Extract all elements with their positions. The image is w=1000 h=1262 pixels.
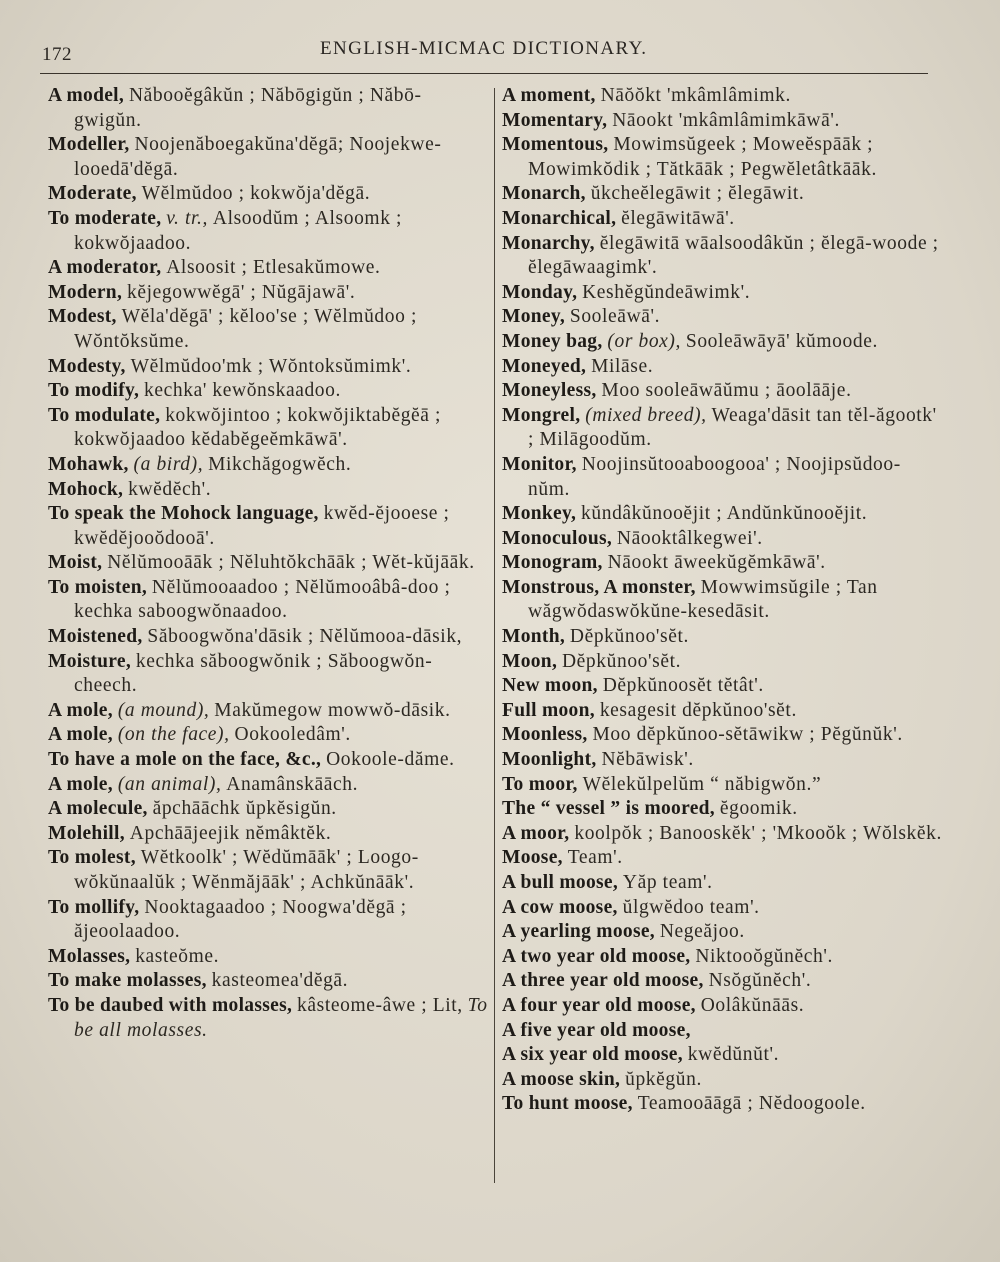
entry-definition: Wĕla'dĕgā' ; kĕloo'se ; Wĕlmŭdoo ; Wŏntŏksŭme. xyxy=(74,306,417,352)
entry-definition: Apchāājeejik nĕmâktĕk. xyxy=(129,822,332,844)
entry-definition: Noojenăboegakŭna'dĕgā; Noojekwe-looedā'dĕgā. xyxy=(74,134,442,180)
entry-definition: Anamânskāāch. xyxy=(226,773,359,795)
entry-definition: kwĕdŭnŭt'. xyxy=(687,1044,780,1066)
entry-headword: To modulate, xyxy=(48,404,161,426)
entry-definition: Alsoosit ; Etlesakŭmowe. xyxy=(166,257,381,279)
entry-headword: Moist, xyxy=(48,552,103,574)
dictionary-entry xyxy=(48,281,488,306)
entry-definition: Nsŏgŭnĕch'. xyxy=(708,970,812,992)
dictionary-entry xyxy=(48,699,488,724)
entry-usage-note: (a bird), xyxy=(133,453,204,475)
entry-definition: Wĕlekŭlpelŭm “ năbigwŏn.” xyxy=(582,773,822,795)
dictionary-entry xyxy=(48,256,488,281)
right-column xyxy=(502,84,942,1117)
dictionary-entry xyxy=(502,330,942,355)
entry-definition: Nĕbāwisk'. xyxy=(601,749,694,771)
entry-headword: Modesty, xyxy=(48,355,126,377)
entry-definition: Weaga'dāsit tan tĕl-ăgootk' ; Milāgoodŭm. xyxy=(528,404,937,451)
entry-definition: kwĕdĕch'. xyxy=(128,478,212,500)
entry-headword: To have a mole on the face, &c., xyxy=(48,749,322,771)
entry-headword: Monogram, xyxy=(502,552,603,574)
entry-definition: Nooktagaadoo ; Noogwa'dĕgā ; ăjeoolaadoo. xyxy=(74,896,407,943)
entry-definition: Teamooāāgā ; Nĕdoogoole. xyxy=(637,1093,866,1115)
entry-definition: ĕgoomik. xyxy=(719,798,798,820)
dictionary-entry xyxy=(48,822,488,847)
dictionary-entry xyxy=(48,551,488,576)
entry-definition: Wĕtkoolk' ; Wĕdŭmāāk' ; Loogo-wŏkŭnaalŭk ; Wĕnmăjāāk' ; Achkŭnāāk'. xyxy=(74,847,419,893)
dictionary-entry xyxy=(48,305,488,354)
dictionary-entry xyxy=(502,182,942,207)
entry-definition: Dĕpkŭnoo'sĕt. xyxy=(569,626,689,648)
dictionary-entry xyxy=(48,84,488,133)
dictionary-entry xyxy=(48,896,488,945)
entry-headword: Mohawk, xyxy=(48,453,129,475)
dictionary-entry xyxy=(502,551,942,576)
entry-headword: To moisten, xyxy=(48,576,148,598)
entry-headword: To moderate, xyxy=(48,207,162,229)
entry-definition: Sooleāwā'. xyxy=(569,306,661,328)
entry-headword: A four year old moose, xyxy=(502,994,696,1016)
entry-headword: Momentary, xyxy=(502,109,608,131)
entry-definition: Oolâkŭnāās. xyxy=(700,994,805,1016)
entry-definition: ŭlgwĕdoo team'. xyxy=(622,896,760,918)
entry-definition: kĕjegowwĕgā' ; Nŭgājawā'. xyxy=(127,281,356,303)
dictionary-entry xyxy=(502,994,942,1019)
entry-usage-note: (an animal), xyxy=(117,773,222,795)
entry-usage-note: (mixed breed), xyxy=(585,404,707,426)
entry-headword: Money, xyxy=(502,306,566,328)
entry-headword: A mole, xyxy=(48,699,113,721)
entry-headword: Moneyless, xyxy=(502,380,597,402)
entry-definition: kasteŏme. xyxy=(135,945,220,967)
dictionary-entry xyxy=(502,822,942,847)
entry-headword: A five year old moose, xyxy=(502,1019,691,1041)
entry-headword: Moose, xyxy=(502,847,563,869)
dictionary-entry xyxy=(502,502,942,527)
dictionary-entry xyxy=(502,871,942,896)
entry-definition: Moo sooleāwāŭmu ; āoolāāje. xyxy=(601,380,852,402)
dictionary-entry xyxy=(502,1092,942,1117)
entry-definition: kechka' kewŏnskaadoo. xyxy=(144,380,341,402)
dictionary-entry xyxy=(48,994,488,1043)
entry-definition: Sooleāwāyā' kŭmoode. xyxy=(685,330,878,352)
entry-definition: kâsteome-âwe ; Lit, xyxy=(297,994,463,1016)
dictionary-entry xyxy=(502,773,942,798)
entry-definition: Team'. xyxy=(567,847,623,869)
dictionary-entry xyxy=(48,723,488,748)
entry-headword: A moderator, xyxy=(48,257,162,279)
dictionary-entry xyxy=(502,109,942,134)
entry-definition: kokwŏjintoo ; kokwŏjiktabĕgĕā ; kokwŏjaadoo kĕdabĕgeĕmkāwā'. xyxy=(74,404,442,451)
entry-headword: Modern, xyxy=(48,281,123,303)
entry-headword: A cow moose, xyxy=(502,896,618,918)
entry-headword: Monkey, xyxy=(502,503,577,525)
dictionary-entry xyxy=(502,650,942,675)
entry-headword: A moor, xyxy=(502,822,570,844)
entry-headword: A mole, xyxy=(48,773,113,795)
entry-headword: To molest, xyxy=(48,847,136,869)
entry-headword: Mohock, xyxy=(48,478,124,500)
dictionary-entry xyxy=(502,945,942,970)
entry-usage-note: (or box), xyxy=(607,330,682,352)
entry-headword: Full moon, xyxy=(502,699,595,721)
dictionary-entry xyxy=(502,1068,942,1093)
entry-headword: Molasses, xyxy=(48,945,131,967)
dictionary-entry xyxy=(502,1043,942,1068)
dictionary-entry xyxy=(502,404,942,453)
dictionary-entry xyxy=(502,748,942,773)
entry-headword: Monarch, xyxy=(502,183,586,205)
entry-headword: A three year old moose, xyxy=(502,970,704,992)
entry-headword: To hunt moose, xyxy=(502,1093,633,1115)
entry-headword: Moonlight, xyxy=(502,749,597,771)
entry-definition: Dĕpkŭnoosĕt tĕtât'. xyxy=(602,675,764,697)
dictionary-entry xyxy=(502,723,942,748)
entry-definition: Năbooĕgâkŭn ; Năbōgigŭn ; Năbō-gwigŭn. xyxy=(74,85,422,131)
dictionary-entry xyxy=(502,207,942,232)
entry-definition: Keshĕgŭndeāwimk'. xyxy=(582,281,751,303)
dictionary-entry xyxy=(502,576,942,625)
entry-definition: ĕlegāwitāwā'. xyxy=(621,207,735,229)
dictionary-entry xyxy=(48,773,488,798)
entry-headword: The “ vessel ” is moored, xyxy=(502,798,715,820)
entry-headword: Money bag, xyxy=(502,330,603,352)
dictionary-entry xyxy=(502,527,942,552)
entry-headword: To moor, xyxy=(502,773,578,795)
entry-headword: To modify, xyxy=(48,380,140,402)
dictionary-entry xyxy=(48,650,488,699)
dictionary-entry xyxy=(48,797,488,822)
entry-definition: kechka săboogwŏnik ; Săboogwŏn-cheech. xyxy=(74,650,433,697)
entry-definition: Ookoole-dăme. xyxy=(326,749,455,771)
entry-usage-note: v. tr., xyxy=(166,207,209,229)
entry-headword: Moneyed, xyxy=(502,355,587,377)
entry-definition: Niktooŏgŭnĕch'. xyxy=(695,945,833,967)
dictionary-entry xyxy=(502,281,942,306)
entry-headword: Moistened, xyxy=(48,626,143,648)
entry-definition: kwĕd-ĕjooese ; kwĕdĕjooŏdooā'. xyxy=(74,503,450,549)
entry-headword: A two year old moose, xyxy=(502,945,691,967)
entry-headword: A yearling moose, xyxy=(502,921,655,943)
dictionary-entry xyxy=(48,182,488,207)
dictionary-entry xyxy=(502,133,942,182)
entry-headword: Monday, xyxy=(502,281,578,303)
entry-definition: Mowimsŭgeek ; Moweĕspāāk ; Mowimkŏdik ; Tătkāāk ; Pegwĕletâtkāāk. xyxy=(528,134,877,180)
entry-definition: Dĕpkŭnoo'sĕt. xyxy=(562,650,682,672)
dictionary-entry xyxy=(502,625,942,650)
dictionary-entry xyxy=(48,748,488,773)
dictionary-entry xyxy=(48,625,488,650)
dictionary-entry xyxy=(502,969,942,994)
running-head: ENGLISH-MICMAC DICTIONARY. xyxy=(320,38,648,59)
dictionary-entry xyxy=(502,355,942,380)
entry-definition: ŭpkĕgŭn. xyxy=(625,1068,702,1090)
entry-definition: koolpŏk ; Banooskĕk' ; 'Mkooŏk ; Wŏlskĕk. xyxy=(574,822,942,844)
entry-headword: Monarchy, xyxy=(502,232,595,254)
dictionary-entry xyxy=(502,674,942,699)
entry-definition: Moo dĕpkŭnoo-sĕtāwikw ; Pĕgŭnŭk'. xyxy=(592,724,903,746)
dictionary-entry xyxy=(502,379,942,404)
entry-definition: Negeăjoo. xyxy=(659,921,745,943)
entry-definition: ŭkcheĕlegāwit ; ĕlegāwit. xyxy=(590,183,805,205)
entry-definition: Wĕlmŭdoo ; kokwŏja'dĕgā. xyxy=(141,183,371,205)
entry-headword: A bull moose, xyxy=(502,872,619,893)
entry-definition: kasteomea'dĕgā. xyxy=(211,970,349,992)
entry-headword: Moonless, xyxy=(502,724,588,746)
entry-headword: A moment, xyxy=(502,85,596,106)
entry-definition: Noojinsŭtooaboogooa' ; Noojipsŭdoo-nŭm. xyxy=(528,453,901,500)
entry-headword: To be daubed with molasses, xyxy=(48,994,293,1016)
entry-definition: Săboogwŏna'dāsik ; Nĕlŭmooa-dāsik, xyxy=(147,626,463,648)
dictionary-entry xyxy=(502,846,942,871)
entry-headword: Modest, xyxy=(48,306,117,328)
dictionary-entry xyxy=(502,797,942,822)
dictionary-entry xyxy=(502,232,942,281)
entry-definition: Nĕlŭmooaadoo ; Nĕlŭmooâbâ-doo ; kechka saboogwŏnaadoo. xyxy=(74,576,451,623)
entry-definition: Nĕlŭmooāāk ; Nĕluhtŏkchāāk ; Wĕt-kŭjāāk. xyxy=(107,552,475,574)
dictionary-entry xyxy=(48,945,488,970)
dictionary-entry xyxy=(48,846,488,895)
entry-headword: To mollify, xyxy=(48,896,140,918)
entry-definition: Nāooktâlkegwei'. xyxy=(616,527,763,549)
entry-definition: Yăp team'. xyxy=(622,872,713,893)
dictionary-entry xyxy=(48,207,488,256)
entry-headword: A moose skin, xyxy=(502,1068,621,1090)
dictionary-entry xyxy=(502,453,942,502)
dictionary-entry xyxy=(48,404,488,453)
entry-definition: Nāŏŏkt 'mkâmlâmimk. xyxy=(600,85,791,106)
entry-headword: Mongrel, xyxy=(502,404,581,426)
entry-definition: ĕlegāwitā wāalsoodâkŭn ; ĕlegā-woode ; ĕlegāwaagimk'. xyxy=(528,232,939,279)
entry-headword: A molecule, xyxy=(48,798,148,820)
entry-usage-note: (on the face), xyxy=(117,724,230,746)
entry-definition: ăpchāāchk ŭpkĕsigŭn. xyxy=(152,798,337,820)
dictionary-entry xyxy=(48,969,488,994)
entry-headword: To make molasses, xyxy=(48,970,207,992)
entry-headword: A mole, xyxy=(48,724,113,746)
column-divider xyxy=(494,88,495,1183)
header-rule xyxy=(40,73,928,74)
entry-definition: Ookooledâm'. xyxy=(234,724,351,746)
entry-definition: kŭndâkŭnooĕjit ; Andŭnkŭnooĕjit. xyxy=(581,503,868,525)
entry-headword: Molehill, xyxy=(48,822,125,844)
left-column xyxy=(48,84,488,1043)
entry-definition-italic: To be all molasses. xyxy=(74,994,488,1041)
entry-headword: To speak the Mohock language, xyxy=(48,503,319,525)
entry-headword: Modeller, xyxy=(48,134,130,156)
entry-definition: Wĕlmŭdoo'mk ; Wŏntoksŭmimk'. xyxy=(130,355,412,377)
entry-definition: Nāookt 'mkâmlâmimkāwā'. xyxy=(612,109,840,131)
entry-headword: Monoculous, xyxy=(502,527,613,549)
entry-headword: Monarchical, xyxy=(502,207,617,229)
entry-headword: Momentous, xyxy=(502,134,609,156)
dictionary-entry xyxy=(48,576,488,625)
entry-definition: Nāookt āweekŭgĕmkāwā'. xyxy=(607,552,826,574)
dictionary-entry xyxy=(502,699,942,724)
dictionary-entry xyxy=(502,305,942,330)
dictionary-entry xyxy=(48,502,488,551)
entry-definition: kesagesit dĕpkŭnoo'sĕt. xyxy=(599,699,797,721)
entry-headword: A model, xyxy=(48,85,125,106)
entry-headword: Moisture, xyxy=(48,650,132,672)
entry-definition: Milāse. xyxy=(591,355,654,377)
entry-headword: Moderate, xyxy=(48,183,137,205)
dictionary-entry xyxy=(502,920,942,945)
entry-headword: Monstrous, A monster, xyxy=(502,576,696,598)
entry-definition: Mikchăgogwĕch. xyxy=(208,453,352,475)
entry-headword: A six year old moose, xyxy=(502,1044,683,1066)
dictionary-entry xyxy=(48,379,488,404)
dictionary-entry xyxy=(502,896,942,921)
dictionary-entry xyxy=(48,133,488,182)
dictionary-entry xyxy=(48,478,488,503)
dictionary-entry xyxy=(502,84,942,109)
entry-headword: Moon, xyxy=(502,650,558,672)
entry-headword: Month, xyxy=(502,626,566,648)
page-number: 172 xyxy=(42,44,72,65)
entry-headword: Monitor, xyxy=(502,453,577,475)
entry-definition: Mowwimsŭgile ; Tan wăgwŏdaswŏkŭne-kesedāsit. xyxy=(528,576,878,623)
dictionary-entry xyxy=(48,355,488,380)
entry-headword: New moon, xyxy=(502,675,598,697)
entry-definition: Alsoodŭm ; Alsoomk ; kokwŏjaadoo. xyxy=(74,207,403,254)
dictionary-entry xyxy=(48,453,488,478)
entry-definition: Makŭmegow mowwŏ-dāsik. xyxy=(214,699,451,721)
dictionary-entry xyxy=(502,1019,942,1044)
entry-usage-note: (a mound), xyxy=(117,699,210,721)
